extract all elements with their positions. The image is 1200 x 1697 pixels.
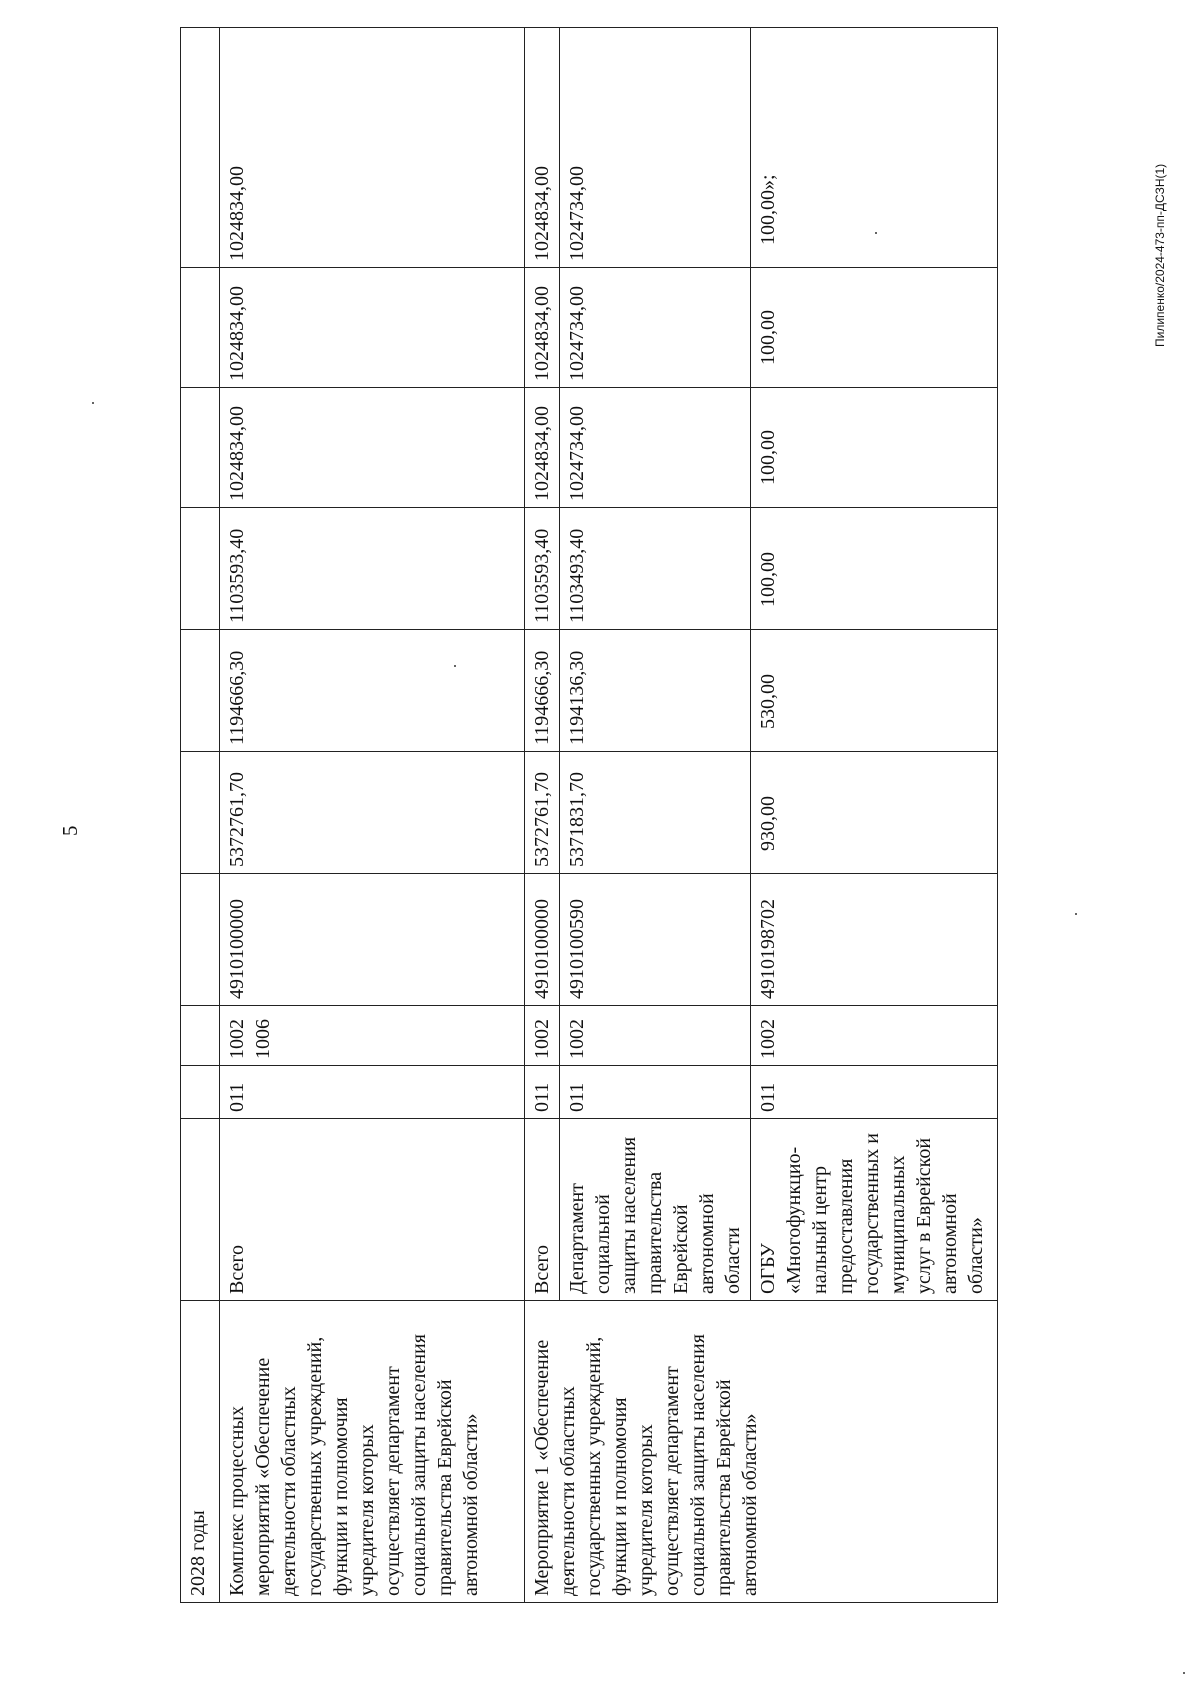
executor-cell: Всего (220, 1119, 525, 1301)
measure-name-cell: Мероприятие 1 «Обеспечение деятельности областных государственных учреждений, функции и полномочия учредителя которых осуществляет департамент социальной защиты населения правительства Еврейской автономной области» (525, 1301, 998, 1603)
year-2024-cell: 530,00 (751, 630, 998, 752)
year-2025-cell: 1103593,40 (525, 508, 560, 630)
year-2025-cell: 100,00 (751, 508, 998, 630)
year-2024-cell: 1194666,30 (525, 630, 560, 752)
year-2027-cell: 100,00 (751, 268, 998, 388)
csr-cell: 4910100000 (220, 874, 525, 1006)
page-number: 5 (58, 825, 82, 836)
year-2027-cell: 1024834,00 (220, 268, 525, 388)
rzpr-cell: 1002 (525, 1006, 560, 1066)
period-cell: 2028 годы (181, 1301, 220, 1603)
year-2025-cell: 1103493,40 (560, 508, 751, 630)
total-cell: 930,00 (751, 752, 998, 874)
grbs-cell: 011 (560, 1066, 751, 1119)
document-code: Пилипенко/2024-473-пп-ДСЗН(1) (1153, 163, 1167, 347)
total-cell: 5372761,70 (525, 752, 560, 874)
total-cell: 5372761,70 (220, 752, 525, 874)
grbs-cell: 011 (751, 1066, 998, 1119)
grbs-cell: 011 (220, 1066, 525, 1119)
csr-cell: 4910100590 (560, 874, 751, 1006)
financing-table (180, 27, 998, 1603)
year-2026-cell: 1024834,00 (525, 388, 560, 508)
year-2028-cell: 100,00»; (751, 28, 998, 268)
year-2025-cell: 1103593,40 (220, 508, 525, 630)
year-2027-cell: 1024734,00 (560, 268, 751, 388)
year-2028-cell: 1024734,00 (560, 28, 751, 268)
year-2026-cell: 100,00 (751, 388, 998, 508)
year-2024-cell: 1194136,30 (560, 630, 751, 752)
executor-cell: Всего (525, 1119, 560, 1301)
executor-cell: ОГБУ «Многофункцио-нальный центр предоставления государственных и муниципальных услуг в Еврейской автономной области» (751, 1119, 998, 1301)
scan-speck (92, 402, 94, 404)
total-cell: 5371831,70 (560, 752, 751, 874)
table-row (525, 28, 560, 1603)
year-2028-cell: 1024834,00 (525, 28, 560, 268)
year-2028-cell: 1024834,00 (220, 28, 525, 268)
table-row (181, 28, 220, 1603)
csr-cell: 4910100000 (525, 874, 560, 1006)
table-row (220, 28, 525, 1603)
grbs-cell: 011 (525, 1066, 560, 1119)
scan-speck (1183, 1672, 1185, 1674)
year-2026-cell: 1024734,00 (560, 388, 751, 508)
rotated-table-container (180, 28, 1080, 1603)
year-2024-cell: 1194666,30 (220, 630, 525, 752)
rzpr-cell: 1002 1006 (220, 1006, 525, 1066)
measure-name-cell: Комплекс процессных мероприятий «Обеспечение деятельности областных государственных учреждений, функции и полномочия учредителя которых осуществляет департамент социальной защиты населения правительства Еврейской автономной области» (220, 1301, 525, 1603)
year-2027-cell: 1024834,00 (525, 268, 560, 388)
executor-cell: Департамент социальной защиты населения правительства Еврейской автономной области (560, 1119, 751, 1301)
rzpr-cell: 1002 (560, 1006, 751, 1066)
csr-cell: 4910198702 (751, 874, 998, 1006)
rzpr-cell: 1002 (751, 1006, 998, 1066)
year-2026-cell: 1024834,00 (220, 388, 525, 508)
